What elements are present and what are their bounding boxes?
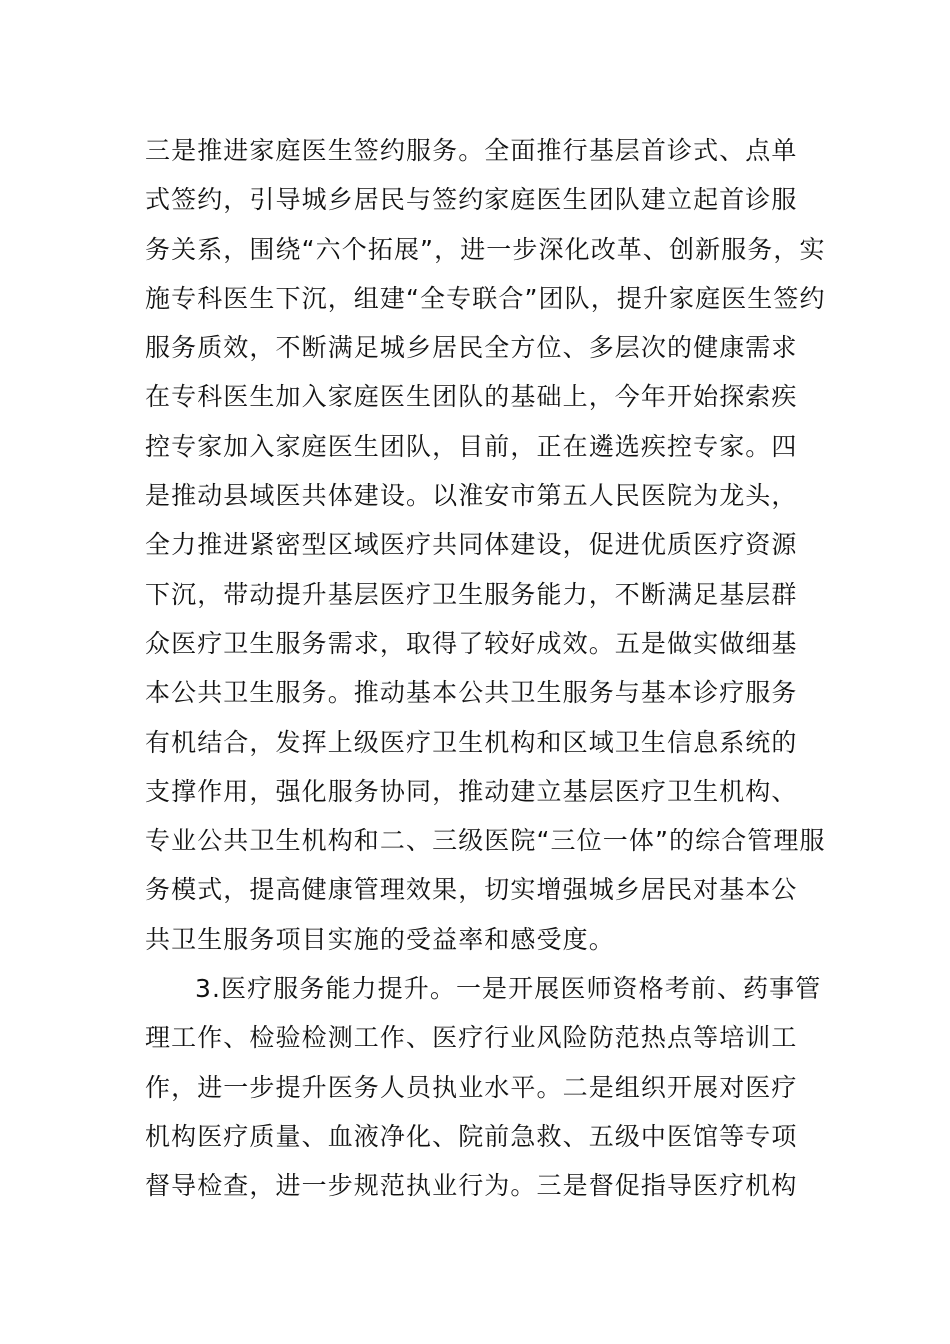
text-line: 控专家加入家庭医生团队，目前，正在遴选疾控专家。四 xyxy=(145,431,798,461)
text-line: 务模式，提高健康管理效果，切实增强城乡居民对基本公 xyxy=(145,875,798,905)
text-line: 专业公共卫生机构和二、三级医院“三位一体”的综合管理服 xyxy=(145,826,826,856)
text-line: 三是推进家庭医生签约服务。全面推行基层首诊式、点单 xyxy=(145,136,798,165)
text-line: 全力推进紧密型区域医疗共同体建设，促进优质医疗资源 xyxy=(145,530,798,560)
text-line: 式签约，引导城乡居民与签约家庭医生团队建立起首诊服 xyxy=(145,185,798,215)
text-line: 众医疗卫生服务需求，取得了较好成效。五是做实做细基 xyxy=(145,628,798,658)
text-line: 下沉，带动提升基层医疗卫生服务能力，不断满足基层群 xyxy=(145,579,798,609)
text-line: 理工作、检验检测工作、医疗行业风险防范热点等培训工 xyxy=(145,1023,798,1053)
text-line: 是推动县域医共体建设。以淮安市第五人民医院为龙头， xyxy=(145,481,798,511)
text-line: 支撑作用，强化服务协同，推动建立基层医疗卫生机构、 xyxy=(145,776,798,806)
text-line: 机构医疗质量、血液净化、院前急救、五级中医馆等专项 xyxy=(145,1121,798,1151)
text-line: 务关系，围绕“六个拓展”，进一步深化改革、创新服务，实 xyxy=(145,234,826,264)
text-line: 共卫生服务项目实施的受益率和感受度。 xyxy=(145,924,615,954)
text-line: 有机结合，发挥上级医疗卫生机构和区域卫生信息系统的 xyxy=(145,727,798,757)
text-line: 在专科医生加入家庭医生团队的基础上，今年开始探索疾 xyxy=(145,382,798,412)
text-line: 本公共卫生服务。推动基本公共卫生服务与基本诊疗服务 xyxy=(145,678,798,708)
text-line: 作，进一步提升医务人员执业水平。二是组织开展对医疗 xyxy=(145,1072,798,1102)
section-heading-line: 3.医疗服务能力提升。一是开展医师资格考前、药事管 xyxy=(195,974,822,1004)
text-line: 督导检查，进一步规范执业行为。三是督促指导医疗机构 xyxy=(145,1171,798,1201)
text-line: 施专科医生下沉，组建“全专联合”团队，提升家庭医生签约 xyxy=(145,283,826,313)
text-line: 服务质效，不断满足城乡居民全方位、多层次的健康需求 xyxy=(145,333,798,363)
body-text xyxy=(145,126,826,1211)
